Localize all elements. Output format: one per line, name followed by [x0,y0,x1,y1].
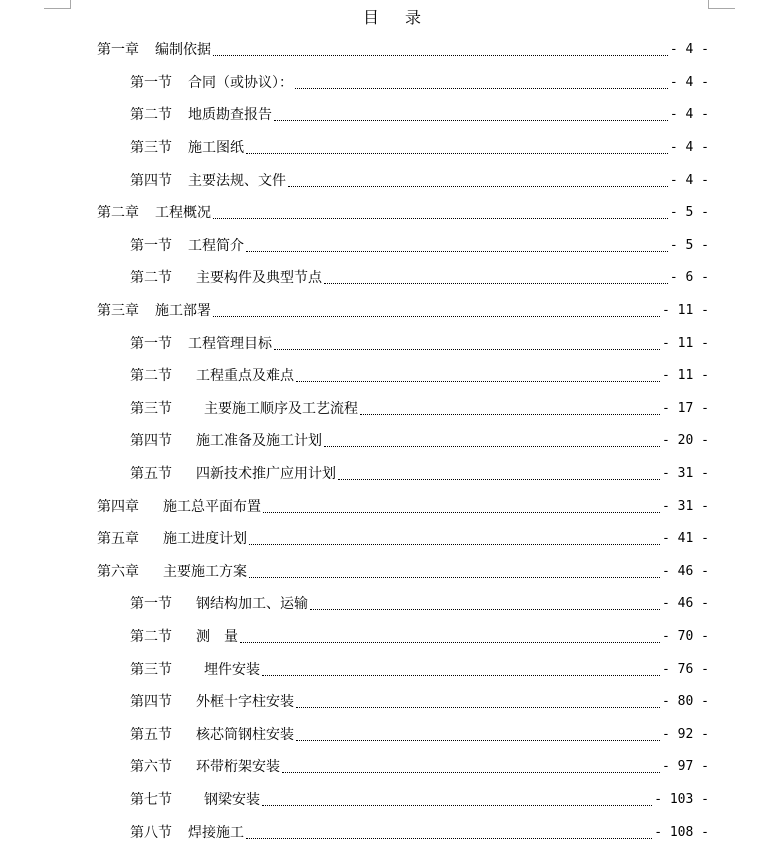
toc-entry-number: 第一节 [130,336,172,352]
toc-entry-number: 第一节 [130,596,172,612]
toc-entry-number: 第四节 [130,173,172,189]
toc-page-number: - 76 - [662,662,709,677]
toc-entry-title: 工程概况 [155,205,211,221]
toc-entry-title: 地质勘查报告 [188,107,272,123]
toc-page-number: - 20 - [662,433,709,448]
toc-dot-leader [296,702,660,708]
toc-dot-leader [338,474,660,480]
toc-section-entry[interactable] [130,722,709,746]
toc-heading [0,7,784,29]
toc-dot-leader [274,115,668,121]
toc-entry-number: 第一节 [130,238,172,254]
toc-section-entry[interactable] [130,70,709,94]
toc-dot-leader [288,181,668,187]
toc-entry-number: 第三节 [130,140,172,156]
toc-page-number: - 11 - [662,303,709,318]
toc-page-number: - 108 - [654,825,709,840]
toc-entry-title: 主要构件及典型节点 [196,270,322,286]
toc-entry-number: 第四节 [130,433,172,449]
toc-page-number: - 17 - [662,401,709,416]
toc-entry-number: 第二节 [130,368,172,384]
toc-page-number: - 103 - [654,792,709,807]
toc-dot-leader [262,800,652,806]
toc-entry-number: 第八节 [130,825,172,841]
toc-entry-title: 测 量 [196,629,238,645]
toc-section-entry[interactable] [130,591,709,615]
toc-page-number: - 31 - [662,466,709,481]
toc-entry-number: 第三节 [130,401,172,417]
toc-page-number: - 4 - [669,107,709,122]
toc-page-number: - 4 - [669,173,709,188]
toc-section-entry[interactable] [130,428,709,452]
toc-entry-number: 第二章 [97,205,139,221]
toc-entry-number: 第一章 [97,42,139,58]
toc-dot-leader [213,213,668,219]
toc-section-entry[interactable] [130,396,709,420]
toc-section-entry[interactable] [130,754,709,778]
toc-heading-char-2: 录 [405,8,422,27]
toc-section-entry[interactable] [130,624,709,648]
toc-entry-number: 第四节 [130,694,172,710]
toc-entry-title: 主要法规、文件 [188,173,286,189]
toc-section-entry[interactable] [130,331,709,355]
toc-section-entry[interactable] [130,168,709,192]
toc-entry-title: 工程管理目标 [188,336,272,352]
toc-page-number: - 92 - [662,727,709,742]
toc-entry-number: 第二节 [130,629,172,645]
toc-page-number: - 4 - [669,42,709,57]
toc-entry-number: 第四章 [97,499,139,515]
toc-entry-title: 主要施工方案 [163,564,247,580]
toc-entry-number: 第七节 [130,792,172,808]
toc-page-number: - 41 - [662,531,709,546]
toc-dot-leader [246,148,668,154]
toc-entry-title: 四新技术推广应用计划 [196,466,336,482]
toc-dot-leader [249,572,660,578]
toc-chapter-entry[interactable] [97,494,709,518]
toc-chapter-entry[interactable] [97,37,709,61]
toc-entry-number: 第三章 [97,303,139,319]
toc-entry-number: 第五节 [130,727,172,743]
toc-section-entry[interactable] [130,102,709,126]
toc-section-entry[interactable] [130,461,709,485]
toc-entry-title: 埋件安装 [204,662,260,678]
toc-page-number: - 11 - [662,336,709,351]
toc-page-number: - 46 - [662,564,709,579]
toc-chapter-entry[interactable] [97,526,709,550]
toc-section-entry[interactable] [130,233,709,257]
toc-entry-title: 钢结构加工、运输 [196,596,308,612]
toc-dot-leader [282,767,660,773]
toc-entry-title: 施工图纸 [188,140,244,156]
toc-entry-title: 钢梁安装 [204,792,260,808]
toc-heading-char-1: 目 [362,8,379,27]
toc-entry-title: 合同（或协议）： [188,75,293,91]
toc-entry-number: 第二节 [130,107,172,123]
toc-page-number: - 80 - [662,694,709,709]
toc-page-number: - 70 - [662,629,709,644]
toc-section-entry[interactable] [130,657,709,681]
toc-dot-leader [213,311,660,317]
toc-entry-title: 工程简介 [188,238,244,254]
toc-dot-leader [296,735,660,741]
toc-entry-number: 第六节 [130,759,172,775]
toc-page-number: - 97 - [662,759,709,774]
toc-entry-number: 第二节 [130,270,172,286]
toc-page-number: - 5 - [669,238,709,253]
toc-entry-title: 施工进度计划 [163,531,247,547]
toc-dot-leader [262,670,660,676]
toc-entry-title: 外框十字柱安装 [196,694,294,710]
toc-entry-title: 工程重点及难点 [196,368,294,384]
toc-entry-number: 第五节 [130,466,172,482]
toc-entry-number: 第五章 [97,531,139,547]
toc-entry-title: 焊接施工 [188,825,244,841]
toc-dot-leader [324,278,668,284]
toc-section-entry[interactable] [130,820,709,844]
toc-section-entry[interactable] [130,689,709,713]
toc-entry-title: 施工准备及施工计划 [196,433,322,449]
toc-entry-title: 施工部署 [155,303,211,319]
toc-dot-leader [295,83,668,89]
toc-section-entry[interactable] [130,135,709,159]
toc-chapter-entry[interactable] [97,200,709,224]
toc-dot-leader [274,344,660,350]
toc-entry-title: 核芯筒钢柱安装 [196,727,294,743]
toc-page-number: - 11 - [662,368,709,383]
toc-chapter-entry[interactable] [97,559,709,583]
toc-dot-leader [324,441,660,447]
toc-page-number: - 46 - [662,596,709,611]
toc-entry-title: 施工总平面布置 [163,499,261,515]
toc-section-entry[interactable] [130,363,709,387]
toc-dot-leader [240,637,660,643]
toc-page-number: - 5 - [669,205,709,220]
toc-dot-leader [296,376,660,382]
toc-entry-title: 主要施工顺序及工艺流程 [204,401,358,417]
toc-page-number: - 4 - [669,75,709,90]
toc-entry-number: 第三节 [130,662,172,678]
toc-entry-number: 第一节 [130,75,172,91]
toc-entry-title: 编制依据 [155,42,211,58]
toc-page-number: - 6 - [669,270,709,285]
toc-section-entry[interactable] [130,787,709,811]
toc-dot-leader [246,833,652,839]
toc-dot-leader [263,507,660,513]
toc-entry-title: 环带桁架安装 [196,759,280,775]
toc-page-number: - 31 - [662,499,709,514]
toc-section-entry[interactable] [130,265,709,289]
toc-dot-leader [310,604,660,610]
toc-dot-leader [360,409,660,415]
toc-chapter-entry[interactable] [97,298,709,322]
toc-page-number: - 4 - [669,140,709,155]
toc-entry-number: 第六章 [97,564,139,580]
toc-dot-leader [213,50,668,56]
toc-dot-leader [249,539,660,545]
toc-dot-leader [246,246,668,252]
